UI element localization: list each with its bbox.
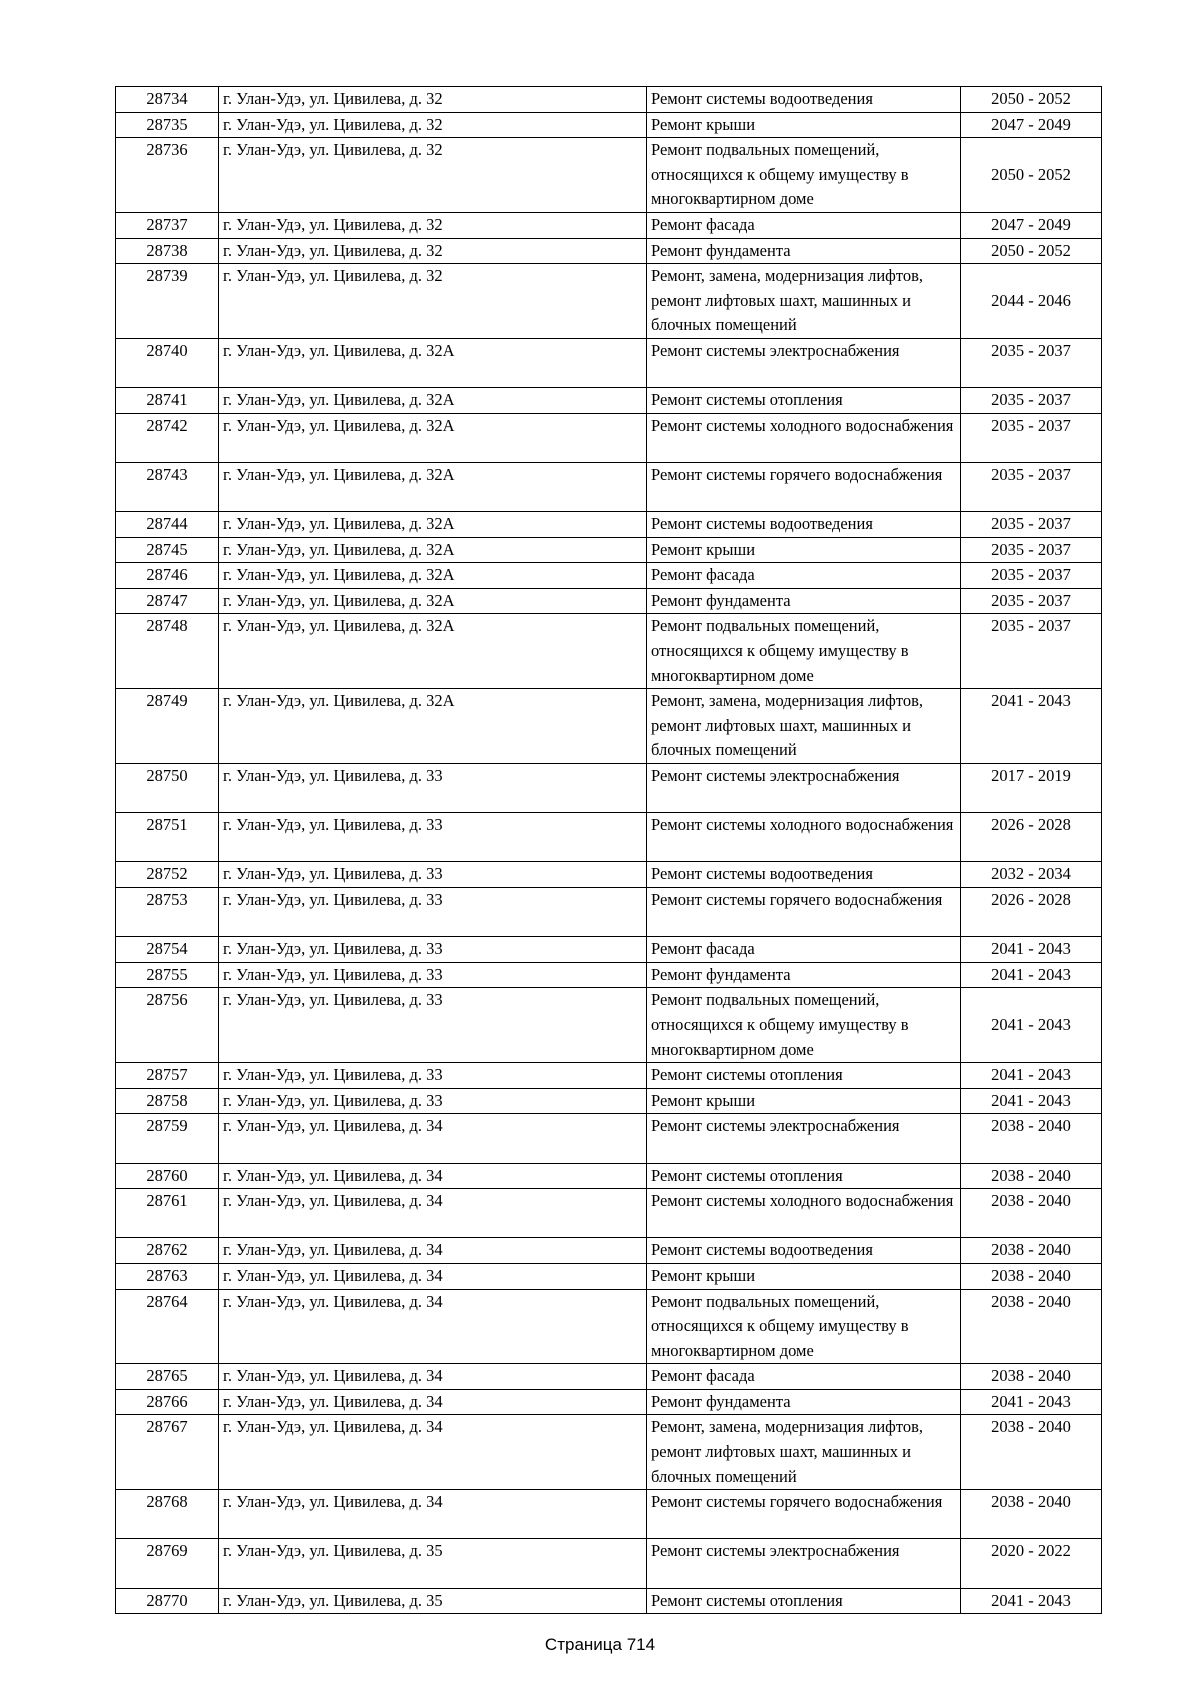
table-row — [116, 1588, 1102, 1614]
period-cell: 2041 - 2043 — [961, 1063, 1102, 1089]
period-cell: 2044 - 2046 — [961, 264, 1102, 339]
row-number-cell: 28760 — [116, 1163, 219, 1189]
address-cell: г. Улан-Удэ, ул. Цивилева, д. 32 — [219, 238, 647, 264]
table-row — [116, 87, 1102, 113]
table-row — [116, 1389, 1102, 1415]
period-cell: 2041 - 2043 — [961, 689, 1102, 764]
table-row — [116, 212, 1102, 238]
work-type-cell: Ремонт системы отопления — [647, 388, 961, 414]
table-row — [116, 1238, 1102, 1264]
address-cell: г. Улан-Удэ, ул. Цивилева, д. 34 — [219, 1289, 647, 1364]
address-cell: г. Улан-Удэ, ул. Цивилева, д. 33 — [219, 988, 647, 1063]
work-type-cell: Ремонт крыши — [647, 537, 961, 563]
table-body — [116, 87, 1102, 1614]
table-row — [116, 962, 1102, 988]
table-row — [116, 563, 1102, 589]
work-type-cell: Ремонт системы электроснабжения — [647, 1539, 961, 1588]
row-number-cell: 28770 — [116, 1588, 219, 1614]
row-number-cell: 28761 — [116, 1189, 219, 1238]
period-cell: 2047 - 2049 — [961, 112, 1102, 138]
table-row — [116, 888, 1102, 937]
address-cell: г. Улан-Удэ, ул. Цивилева, д. 32 — [219, 264, 647, 339]
work-type-cell: Ремонт системы водоотведения — [647, 87, 961, 113]
work-type-cell: Ремонт, замена, модернизация лифтов, ремонт лифтовых шахт, машинных и блочных помещений — [647, 264, 961, 339]
row-number-cell: 28736 — [116, 138, 219, 213]
table-row — [116, 1490, 1102, 1539]
address-cell: г. Улан-Удэ, ул. Цивилева, д. 33 — [219, 888, 647, 937]
row-number-cell: 28754 — [116, 937, 219, 963]
work-type-cell: Ремонт системы горячего водоснабжения — [647, 1490, 961, 1539]
repair-schedule-table — [115, 86, 1102, 1614]
row-number-cell: 28735 — [116, 112, 219, 138]
period-cell: 2050 - 2052 — [961, 138, 1102, 213]
address-cell: г. Улан-Удэ, ул. Цивилева, д. 34 — [219, 1415, 647, 1490]
row-number-cell: 28734 — [116, 87, 219, 113]
row-number-cell: 28765 — [116, 1364, 219, 1390]
period-cell: 2038 - 2040 — [961, 1490, 1102, 1539]
address-cell: г. Улан-Удэ, ул. Цивилева, д. 34 — [219, 1114, 647, 1163]
period-cell: 2035 - 2037 — [961, 588, 1102, 614]
address-cell: г. Улан-Удэ, ул. Цивилева, д. 34 — [219, 1364, 647, 1390]
work-type-cell: Ремонт, замена, модернизация лифтов, ремонт лифтовых шахт, машинных и блочных помещений — [647, 1415, 961, 1490]
address-cell: г. Улан-Удэ, ул. Цивилева, д. 33 — [219, 1063, 647, 1089]
period-cell: 2020 - 2022 — [961, 1539, 1102, 1588]
period-cell: 2041 - 2043 — [961, 1389, 1102, 1415]
work-type-cell: Ремонт крыши — [647, 112, 961, 138]
row-number-cell: 28747 — [116, 588, 219, 614]
work-type-cell: Ремонт фундамента — [647, 962, 961, 988]
table-row — [116, 1364, 1102, 1390]
period-cell: 2038 - 2040 — [961, 1415, 1102, 1490]
period-cell: 2032 - 2034 — [961, 862, 1102, 888]
address-cell: г. Улан-Удэ, ул. Цивилева, д. 33 — [219, 937, 647, 963]
row-number-cell: 28739 — [116, 264, 219, 339]
table-row — [116, 338, 1102, 387]
address-cell: г. Улан-Удэ, ул. Цивилева, д. 32А — [219, 537, 647, 563]
table-row — [116, 1289, 1102, 1364]
address-cell: г. Улан-Удэ, ул. Цивилева, д. 34 — [219, 1389, 647, 1415]
table-row — [116, 1088, 1102, 1114]
work-type-cell: Ремонт системы холодного водоснабжения — [647, 813, 961, 862]
address-cell: г. Улан-Удэ, ул. Цивилева, д. 32А — [219, 614, 647, 689]
address-cell: г. Улан-Удэ, ул. Цивилева, д. 33 — [219, 1088, 647, 1114]
work-type-cell: Ремонт подвальных помещений, относящихся к общему имуществу в многоквартирном доме — [647, 1289, 961, 1364]
work-type-cell: Ремонт фундамента — [647, 1389, 961, 1415]
work-type-cell: Ремонт фасада — [647, 937, 961, 963]
row-number-cell: 28755 — [116, 962, 219, 988]
address-cell: г. Улан-Удэ, ул. Цивилева, д. 32А — [219, 512, 647, 538]
work-type-cell: Ремонт подвальных помещений, относящихся к общему имуществу в многоквартирном доме — [647, 138, 961, 213]
table-row — [116, 1539, 1102, 1588]
row-number-cell: 28738 — [116, 238, 219, 264]
period-cell: 2035 - 2037 — [961, 413, 1102, 462]
table-row — [116, 862, 1102, 888]
row-number-cell: 28768 — [116, 1490, 219, 1539]
work-type-cell: Ремонт системы электроснабжения — [647, 764, 961, 813]
work-type-cell: Ремонт системы отопления — [647, 1588, 961, 1614]
period-cell: 2017 - 2019 — [961, 764, 1102, 813]
row-number-cell: 28757 — [116, 1063, 219, 1089]
period-cell: 2041 - 2043 — [961, 962, 1102, 988]
work-type-cell: Ремонт подвальных помещений, относящихся к общему имуществу в многоквартирном доме — [647, 988, 961, 1063]
period-cell: 2035 - 2037 — [961, 512, 1102, 538]
work-type-cell: Ремонт подвальных помещений, относящихся к общему имуществу в многоквартирном доме — [647, 614, 961, 689]
period-cell: 2041 - 2043 — [961, 1088, 1102, 1114]
period-cell: 2041 - 2043 — [961, 937, 1102, 963]
row-number-cell: 28752 — [116, 862, 219, 888]
period-cell: 2041 - 2043 — [961, 1588, 1102, 1614]
period-cell: 2038 - 2040 — [961, 1163, 1102, 1189]
address-cell: г. Улан-Удэ, ул. Цивилева, д. 33 — [219, 862, 647, 888]
period-cell: 2041 - 2043 — [961, 988, 1102, 1063]
period-cell: 2038 - 2040 — [961, 1189, 1102, 1238]
address-cell: г. Улан-Удэ, ул. Цивилева, д. 33 — [219, 813, 647, 862]
table-row — [116, 1114, 1102, 1163]
table-row — [116, 1189, 1102, 1238]
address-cell: г. Улан-Удэ, ул. Цивилева, д. 34 — [219, 1238, 647, 1264]
row-number-cell: 28762 — [116, 1238, 219, 1264]
row-number-cell: 28741 — [116, 388, 219, 414]
table-row — [116, 462, 1102, 511]
row-number-cell: 28744 — [116, 512, 219, 538]
row-number-cell: 28758 — [116, 1088, 219, 1114]
row-number-cell: 28766 — [116, 1389, 219, 1415]
work-type-cell: Ремонт системы отопления — [647, 1163, 961, 1189]
table-row — [116, 413, 1102, 462]
address-cell: г. Улан-Удэ, ул. Цивилева, д. 35 — [219, 1539, 647, 1588]
row-number-cell: 28763 — [116, 1263, 219, 1289]
work-type-cell: Ремонт системы электроснабжения — [647, 338, 961, 387]
address-cell: г. Улан-Удэ, ул. Цивилева, д. 32А — [219, 413, 647, 462]
period-cell: 2038 - 2040 — [961, 1238, 1102, 1264]
period-cell: 2035 - 2037 — [961, 614, 1102, 689]
period-cell: 2035 - 2037 — [961, 388, 1102, 414]
table-row — [116, 588, 1102, 614]
table-row — [116, 537, 1102, 563]
table-row — [116, 512, 1102, 538]
address-cell: г. Улан-Удэ, ул. Цивилева, д. 32А — [219, 338, 647, 387]
period-cell: 2026 - 2028 — [961, 813, 1102, 862]
period-cell: 2035 - 2037 — [961, 462, 1102, 511]
address-cell: г. Улан-Удэ, ул. Цивилева, д. 32 — [219, 138, 647, 213]
work-type-cell: Ремонт системы водоотведения — [647, 512, 961, 538]
address-cell: г. Улан-Удэ, ул. Цивилева, д. 33 — [219, 962, 647, 988]
address-cell: г. Улан-Удэ, ул. Цивилева, д. 32А — [219, 689, 647, 764]
row-number-cell: 28753 — [116, 888, 219, 937]
address-cell: г. Улан-Удэ, ул. Цивилева, д. 32 — [219, 87, 647, 113]
row-number-cell: 28745 — [116, 537, 219, 563]
row-number-cell: 28742 — [116, 413, 219, 462]
address-cell: г. Улан-Удэ, ул. Цивилева, д. 32А — [219, 462, 647, 511]
period-cell: 2035 - 2037 — [961, 338, 1102, 387]
row-number-cell: 28748 — [116, 614, 219, 689]
row-number-cell: 28767 — [116, 1415, 219, 1490]
table-row — [116, 937, 1102, 963]
work-type-cell: Ремонт фундамента — [647, 238, 961, 264]
table-row — [116, 138, 1102, 213]
row-number-cell: 28750 — [116, 764, 219, 813]
address-cell: г. Улан-Удэ, ул. Цивилева, д. 32 — [219, 212, 647, 238]
table-row — [116, 764, 1102, 813]
period-cell: 2038 - 2040 — [961, 1263, 1102, 1289]
work-type-cell: Ремонт крыши — [647, 1263, 961, 1289]
work-type-cell: Ремонт системы холодного водоснабжения — [647, 1189, 961, 1238]
work-type-cell: Ремонт, замена, модернизация лифтов, ремонт лифтовых шахт, машинных и блочных помещений — [647, 689, 961, 764]
table-row — [116, 388, 1102, 414]
table-row — [116, 238, 1102, 264]
work-type-cell: Ремонт фасада — [647, 1364, 961, 1390]
work-type-cell: Ремонт системы горячего водоснабжения — [647, 462, 961, 511]
table-row — [116, 689, 1102, 764]
work-type-cell: Ремонт системы отопления — [647, 1063, 961, 1089]
table-row — [116, 988, 1102, 1063]
row-number-cell: 28743 — [116, 462, 219, 511]
row-number-cell: 28759 — [116, 1114, 219, 1163]
table-row — [116, 264, 1102, 339]
work-type-cell: Ремонт фасада — [647, 563, 961, 589]
table-row — [116, 1063, 1102, 1089]
period-cell: 2035 - 2037 — [961, 563, 1102, 589]
work-type-cell: Ремонт фундамента — [647, 588, 961, 614]
period-cell: 2038 - 2040 — [961, 1289, 1102, 1364]
row-number-cell: 28756 — [116, 988, 219, 1063]
period-cell: 2026 - 2028 — [961, 888, 1102, 937]
row-number-cell: 28764 — [116, 1289, 219, 1364]
period-cell: 2050 - 2052 — [961, 87, 1102, 113]
row-number-cell: 28751 — [116, 813, 219, 862]
period-cell: 2050 - 2052 — [961, 238, 1102, 264]
period-cell: 2047 - 2049 — [961, 212, 1102, 238]
period-cell: 2038 - 2040 — [961, 1114, 1102, 1163]
row-number-cell: 28740 — [116, 338, 219, 387]
address-cell: г. Улан-Удэ, ул. Цивилева, д. 32 — [219, 112, 647, 138]
address-cell: г. Улан-Удэ, ул. Цивилева, д. 34 — [219, 1263, 647, 1289]
work-type-cell: Ремонт системы водоотведения — [647, 862, 961, 888]
work-type-cell: Ремонт фасада — [647, 212, 961, 238]
address-cell: г. Улан-Удэ, ул. Цивилева, д. 34 — [219, 1163, 647, 1189]
table-row — [116, 1263, 1102, 1289]
table-row — [116, 1415, 1102, 1490]
row-number-cell: 28749 — [116, 689, 219, 764]
work-type-cell: Ремонт системы водоотведения — [647, 1238, 961, 1264]
page-number: Страница 714 — [544, 1635, 656, 1654]
period-cell: 2038 - 2040 — [961, 1364, 1102, 1390]
work-type-cell: Ремонт системы холодного водоснабжения — [647, 413, 961, 462]
table-row — [116, 112, 1102, 138]
address-cell: г. Улан-Удэ, ул. Цивилева, д. 34 — [219, 1490, 647, 1539]
table-row — [116, 813, 1102, 862]
work-type-cell: Ремонт системы электроснабжения — [647, 1114, 961, 1163]
address-cell: г. Улан-Удэ, ул. Цивилева, д. 32А — [219, 563, 647, 589]
work-type-cell: Ремонт крыши — [647, 1088, 961, 1114]
address-cell: г. Улан-Удэ, ул. Цивилева, д. 34 — [219, 1189, 647, 1238]
period-cell: 2035 - 2037 — [961, 537, 1102, 563]
address-cell: г. Улан-Удэ, ул. Цивилева, д. 35 — [219, 1588, 647, 1614]
table-row — [116, 1163, 1102, 1189]
row-number-cell: 28746 — [116, 563, 219, 589]
address-cell: г. Улан-Удэ, ул. Цивилева, д. 32А — [219, 588, 647, 614]
address-cell: г. Улан-Удэ, ул. Цивилева, д. 32А — [219, 388, 647, 414]
table-row — [116, 614, 1102, 689]
work-type-cell: Ремонт системы горячего водоснабжения — [647, 888, 961, 937]
address-cell: г. Улан-Удэ, ул. Цивилева, д. 33 — [219, 764, 647, 813]
row-number-cell: 28769 — [116, 1539, 219, 1588]
row-number-cell: 28737 — [116, 212, 219, 238]
